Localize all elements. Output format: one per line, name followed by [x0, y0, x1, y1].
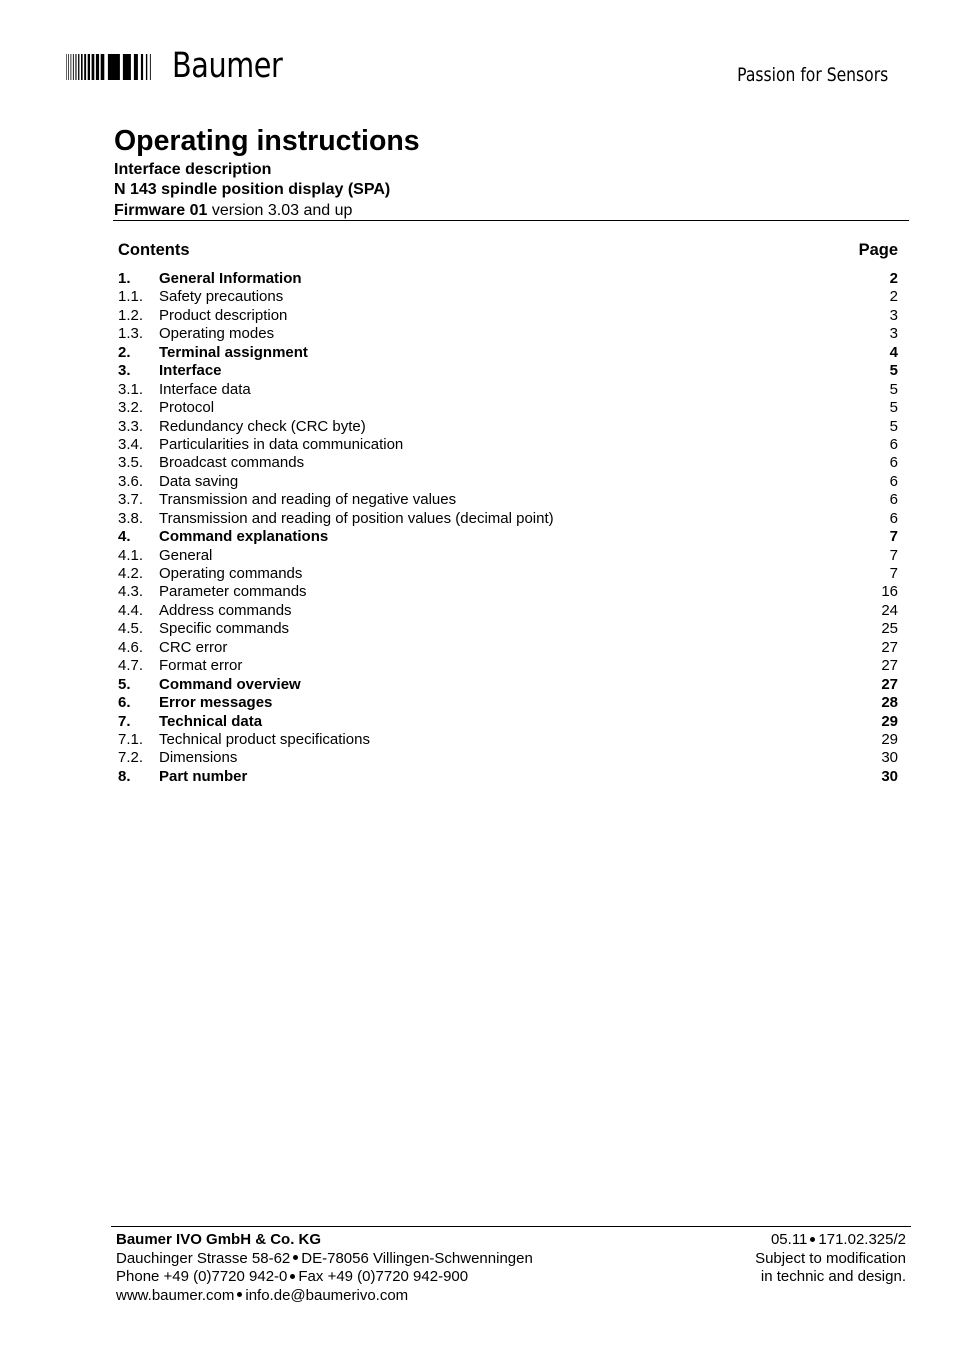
bullet-icon [290, 1274, 295, 1279]
toc-label: Redundancy check (CRC byte) [159, 417, 366, 435]
toc-number: 7.2. [118, 749, 144, 767]
toc-page-number: 7 [889, 528, 898, 546]
page-heading: Page [858, 241, 898, 259]
toc-entry[interactable] [118, 325, 898, 343]
toc-entry[interactable] [118, 381, 898, 399]
toc-entry[interactable] [118, 731, 898, 749]
toc-entry[interactable] [118, 602, 898, 620]
toc-entry[interactable] [118, 620, 898, 638]
toc-label: Data saving [159, 472, 239, 490]
document-title: Operating instructions [114, 125, 420, 157]
toc-page-number: 30 [881, 749, 898, 767]
toc-entry[interactable] [118, 639, 898, 657]
toc-label: CRC error [159, 638, 228, 656]
toc-number: 3.1. [118, 380, 144, 398]
toc-number: 4. [118, 528, 131, 546]
toc-entry[interactable] [118, 528, 898, 546]
toc-page-number: 6 [889, 472, 898, 490]
toc-label: Operating modes [159, 325, 275, 343]
toc-entry[interactable] [118, 547, 898, 565]
toc-label: Broadcast commands [159, 454, 305, 472]
toc-label: Technical product specifications [159, 730, 370, 748]
toc-page-number: 7 [889, 565, 898, 582]
toc-number: 4.1. [118, 546, 144, 564]
toc-page-number: 6 [889, 435, 898, 453]
toc-number: 4.3. [118, 583, 144, 601]
toc-number: 6. [118, 694, 131, 712]
toc-label: Transmission and reading of negative values [159, 491, 457, 509]
toc-entry[interactable] [118, 362, 898, 380]
toc-number: 3.2. [118, 399, 144, 417]
contents-header [118, 240, 898, 260]
toc-page-number: 6 [889, 491, 898, 509]
toc-page-number: 5 [889, 417, 898, 435]
address-line [116, 1250, 533, 1269]
subtitle-interface: Interface description [114, 161, 272, 178]
toc-page-number: 3 [889, 325, 898, 343]
toc-number: 1.1. [118, 288, 144, 306]
slogan: Passion for Sensors [736, 64, 888, 86]
email-link[interactable]: info.de@baumerivo.com [245, 1286, 409, 1304]
toc-number: 4.2. [118, 565, 144, 582]
subtitle-product: N 143 spindle position display (SPA) [114, 181, 391, 198]
toc-entry[interactable] [118, 565, 898, 583]
toc-entry[interactable] [118, 749, 898, 767]
footer-address [116, 1231, 533, 1305]
toc-label: Interface data [159, 380, 251, 398]
toc-number: 3. [118, 362, 131, 380]
toc-number: 3.6. [118, 472, 144, 490]
toc-label: Parameter commands [159, 583, 307, 601]
toc-label: Safety precautions [159, 288, 284, 306]
table-of-contents [118, 270, 898, 786]
toc-number: 5. [118, 675, 131, 693]
toc-label: Transmission and reading of position values (decimal point) [159, 509, 554, 527]
phone: Phone +49 (0)7720 942-0 [116, 1268, 288, 1285]
toc-page-number: 29 [881, 712, 898, 730]
toc-entry[interactable] [118, 583, 898, 601]
toc-label: General Information [159, 270, 302, 287]
toc-number: 8. [118, 767, 131, 785]
city: DE-78056 Villingen-Schwenningen [301, 1249, 533, 1267]
web-line [116, 1287, 533, 1306]
modification-notice-2: in technic and design. [760, 1268, 906, 1285]
toc-label: Command explanations [159, 528, 329, 546]
toc-number: 3.3. [118, 417, 144, 435]
toc-page-number: 28 [881, 694, 898, 712]
toc-page-number: 4 [889, 343, 898, 361]
baumer-logo-bars-icon [66, 50, 160, 84]
toc-label: Operating commands [159, 565, 303, 582]
toc-entry[interactable] [118, 694, 898, 712]
brand-name: Baumer [172, 46, 283, 86]
document-number-line [755, 1231, 906, 1250]
toc-entry[interactable] [118, 270, 898, 288]
toc-label: Protocol [159, 399, 215, 417]
toc-label: Address commands [159, 601, 292, 619]
toc-page-number: 27 [881, 638, 898, 656]
toc-label: General [159, 546, 213, 564]
toc-page-number: 27 [881, 657, 898, 675]
toc-number: 1.3. [118, 325, 144, 343]
toc-page-number: 5 [889, 362, 898, 380]
toc-entry[interactable] [118, 399, 898, 417]
toc-entry[interactable] [118, 657, 898, 675]
toc-number: 2. [118, 343, 131, 361]
footer-document-info [755, 1231, 906, 1287]
toc-number: 3.4. [118, 435, 144, 453]
doc-number: 171.02.325/2 [818, 1231, 906, 1248]
bullet-icon [293, 1255, 298, 1260]
toc-page-number: 27 [881, 675, 898, 693]
street: Dauchinger Strasse 58-62 [116, 1249, 291, 1267]
toc-page-number: 2 [889, 288, 898, 306]
toc-number: 3.8. [118, 509, 144, 527]
fax: Fax +49 (0)7720 942-900 [298, 1268, 469, 1285]
doc-date: 05.11 [770, 1231, 808, 1248]
bullet-icon [237, 1292, 242, 1297]
contents-heading: Contents [118, 241, 190, 259]
toc-entry[interactable] [118, 676, 898, 694]
toc-label: Part number [159, 767, 248, 785]
toc-label: Product description [159, 306, 288, 324]
toc-entry[interactable] [118, 491, 898, 509]
toc-entry[interactable] [118, 288, 898, 306]
toc-entry[interactable] [118, 768, 898, 786]
toc-page-number: 6 [889, 509, 898, 527]
company-name: Baumer IVO GmbH & Co. KG [116, 1231, 322, 1248]
toc-number: 4.5. [118, 620, 144, 638]
toc-entry[interactable] [118, 510, 898, 528]
bullet-icon [810, 1237, 815, 1242]
toc-label: Dimensions [159, 749, 238, 767]
toc-entry[interactable] [118, 713, 898, 731]
toc-label: Specific commands [159, 620, 290, 638]
website-link[interactable]: www.baumer.com [116, 1286, 235, 1304]
footer-divider [111, 1226, 911, 1227]
toc-entry[interactable] [118, 473, 898, 491]
toc-page-number: 7 [889, 546, 898, 564]
toc-label: Format error [159, 657, 243, 675]
toc-entry[interactable] [118, 344, 898, 362]
toc-page-number: 29 [881, 730, 898, 748]
toc-number: 7. [118, 712, 131, 730]
toc-page-number: 2 [889, 270, 898, 287]
toc-page-number: 6 [889, 454, 898, 472]
toc-label: Error messages [159, 694, 273, 712]
toc-label: Command overview [159, 675, 301, 693]
toc-label: Technical data [159, 712, 263, 730]
toc-entry[interactable] [118, 454, 898, 472]
toc-number: 4.6. [118, 638, 144, 656]
toc-label: Terminal assignment [159, 343, 308, 361]
toc-number: 1. [118, 270, 131, 287]
toc-number: 7.1. [118, 730, 144, 748]
toc-number: 4.4. [118, 601, 144, 619]
toc-page-number: 5 [889, 380, 898, 398]
toc-number: 4.7. [118, 657, 144, 675]
toc-page-number: 30 [881, 767, 898, 785]
modification-notice-1: Subject to modification [755, 1249, 906, 1267]
toc-page-number: 5 [889, 399, 898, 417]
firmware-version: version 3.03 and up [207, 202, 353, 219]
toc-number: 1.2. [118, 306, 144, 324]
firmware-label: Firmware 01 [114, 202, 208, 219]
toc-entry[interactable] [118, 436, 898, 454]
toc-number: 3.7. [118, 491, 144, 509]
toc-page-number: 25 [881, 620, 898, 638]
contact-line [116, 1268, 533, 1287]
toc-page-number: 24 [881, 601, 898, 619]
title-divider [113, 220, 909, 221]
toc-entry[interactable] [118, 418, 898, 436]
toc-number: 3.5. [118, 454, 144, 472]
toc-label: Interface [159, 362, 222, 380]
toc-entry[interactable] [118, 307, 898, 325]
toc-page-number: 3 [889, 306, 898, 324]
subtitle-firmware [114, 201, 352, 221]
toc-label: Particularities in data communication [159, 435, 404, 453]
toc-page-number: 16 [881, 583, 898, 601]
